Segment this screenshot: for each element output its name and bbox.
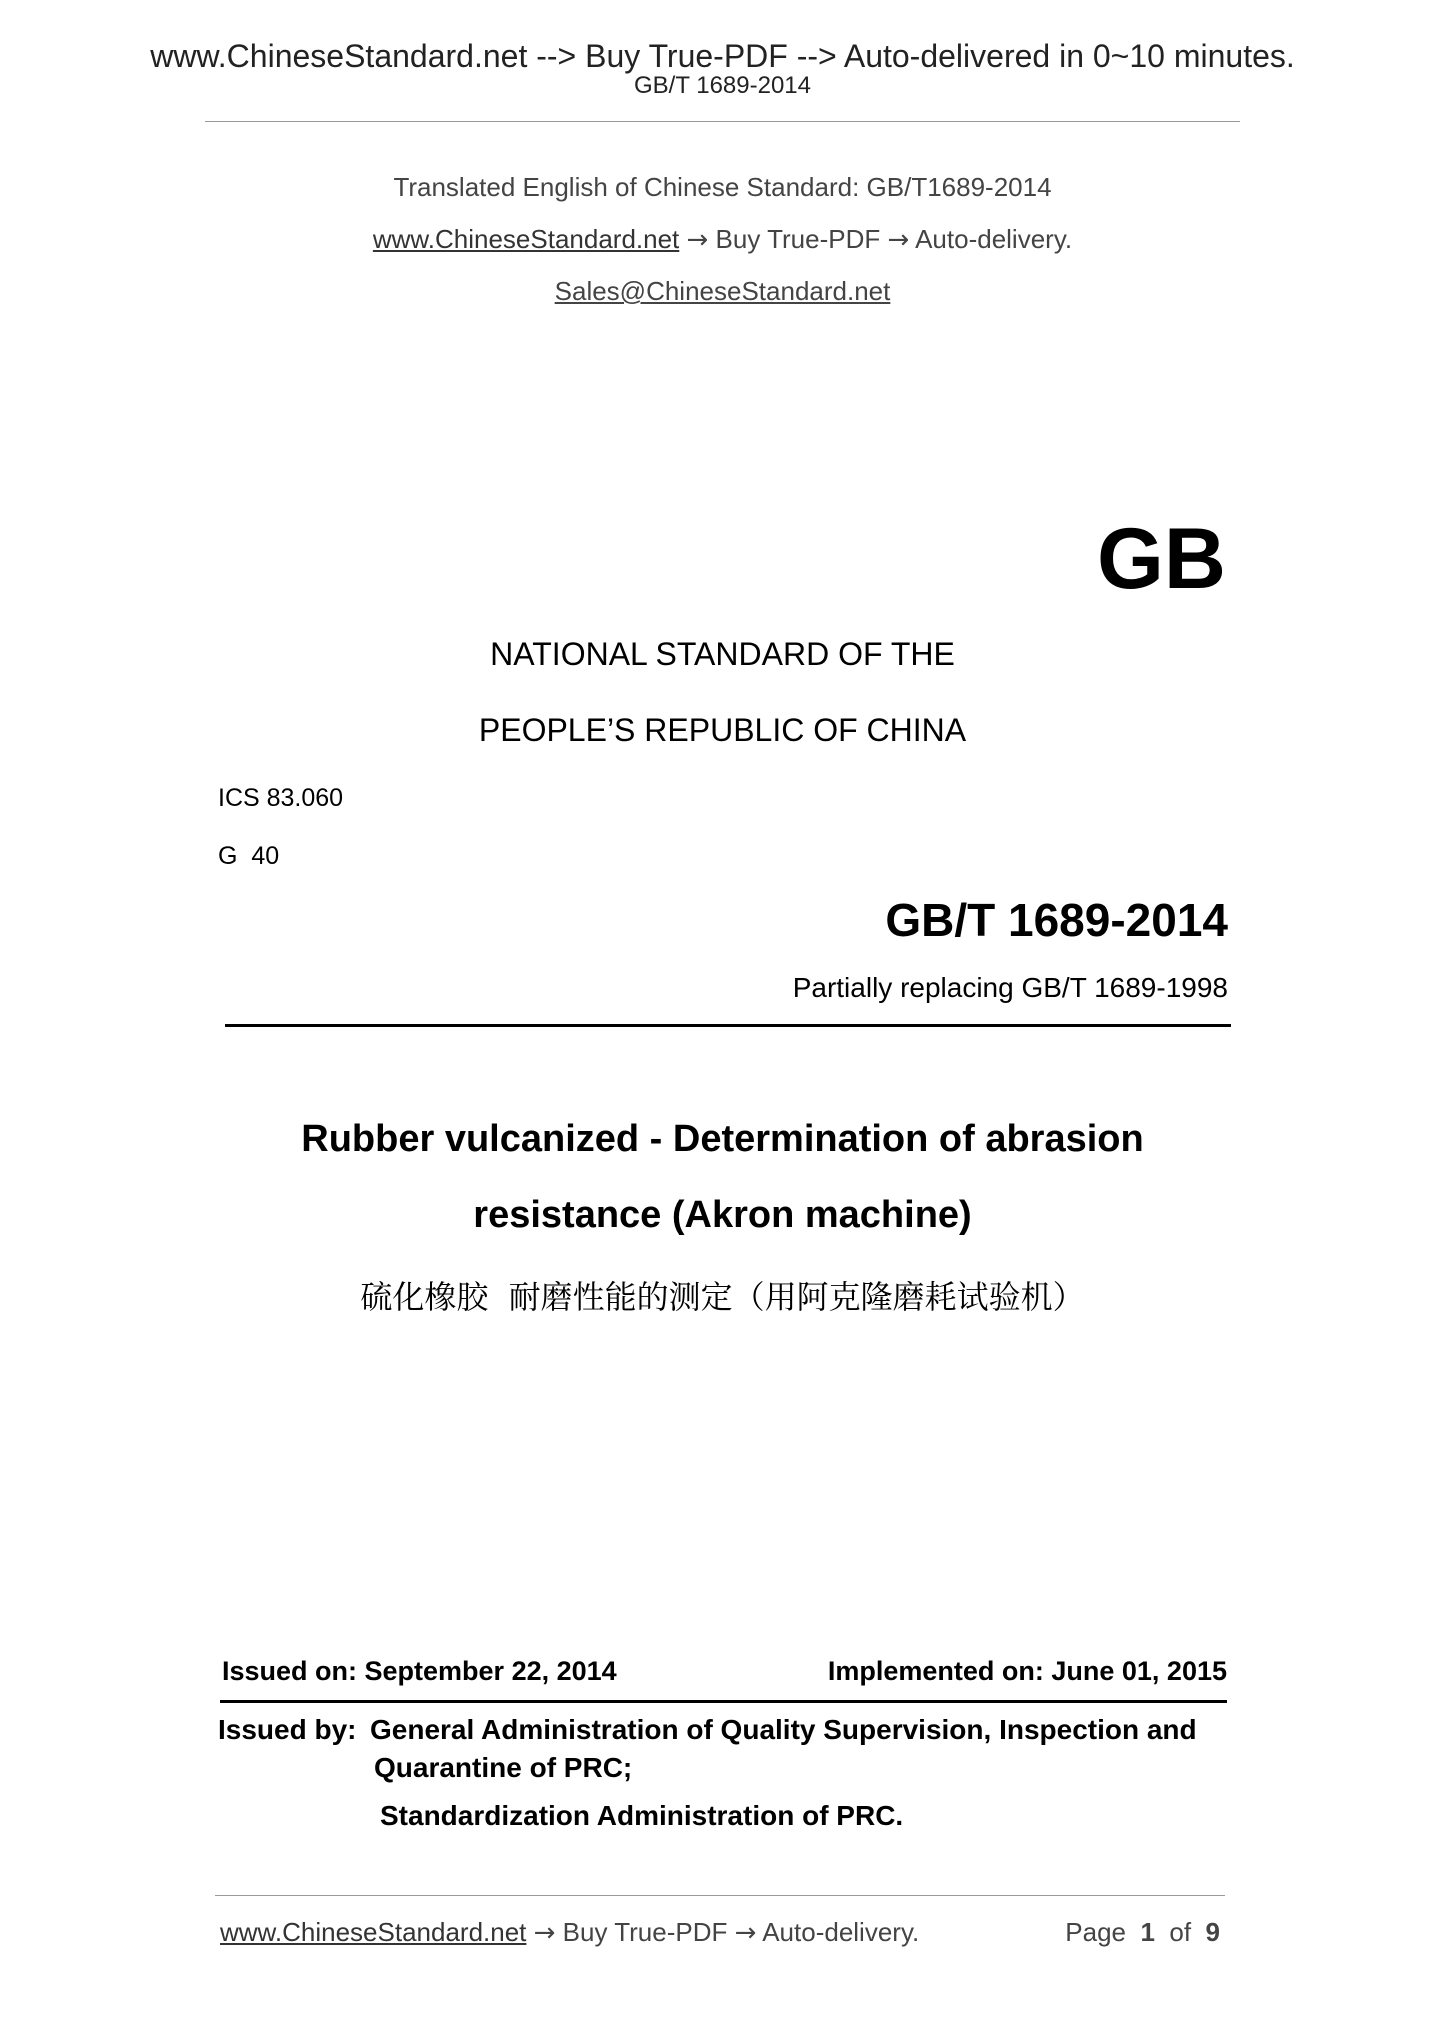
- footer-auto-text: Auto-delivery.: [762, 1917, 920, 1947]
- promo-auto-text: Auto-delivery.: [915, 224, 1073, 254]
- page-of: of: [1169, 1917, 1192, 1947]
- title-line1: Rubber vulcanized - Determination of abrasion: [301, 1118, 1144, 1160]
- page-label: Page: [1065, 1917, 1127, 1947]
- issued-on: Issued on: September 22, 2014: [222, 1656, 617, 1686]
- footer-divider: [215, 1895, 1225, 1896]
- footer-delivery-line: [220, 1917, 919, 1948]
- issuer1-line2: Quarantine of PRC;: [374, 1752, 633, 1783]
- sales-email-link[interactable]: Sales@ChineseStandard.net: [554, 276, 891, 306]
- promo-site-link[interactable]: www.ChineseStandard.net: [372, 224, 680, 254]
- promo-delivery-line: [0, 224, 1445, 255]
- arrow-right-icon: →: [734, 1918, 757, 1948]
- implemented-on: Implemented on: June 01, 2015: [827, 1656, 1227, 1686]
- arrow-right-icon: →: [533, 1918, 556, 1948]
- replacing-note: Partially replacing GB/T 1689-1998: [792, 972, 1228, 1003]
- national-standard-line2: PEOPLE’S REPUBLIC OF CHINA: [478, 712, 967, 748]
- ics-code: ICS 83.060: [218, 784, 344, 812]
- arrow-right-icon: →: [686, 225, 709, 255]
- page-total: 9: [1205, 1917, 1220, 1947]
- header-banner: www.ChineseStandard.net --> Buy True-PDF --> Auto-delivered in 0~10 minutes.: [150, 38, 1295, 74]
- national-standard-line1: NATIONAL STANDARD OF THE: [490, 636, 955, 672]
- arrow-right-icon: →: [887, 225, 910, 255]
- header-doc-code: GB/T 1689-2014: [633, 72, 811, 99]
- issue-divider: [220, 1700, 1227, 1703]
- title-divider: [225, 1024, 1231, 1027]
- header-divider: [205, 121, 1240, 122]
- footer-site-link[interactable]: www.ChineseStandard.net: [220, 1917, 527, 1947]
- translated-line: Translated English of Chinese Standard: GB/T1689-2014: [393, 172, 1052, 202]
- ccs-code: G 40: [218, 842, 280, 870]
- page-current: 1: [1140, 1917, 1155, 1947]
- footer-buy-text: Buy True-PDF: [562, 1917, 728, 1947]
- issued-by-label: Issued by:: [218, 1714, 357, 1745]
- promo-email-line: [0, 276, 1445, 307]
- issuer1-line1: General Administration of Quality Supervision, Inspection and: [370, 1714, 1197, 1745]
- promo-buy-text: Buy True-PDF: [715, 224, 881, 254]
- gb-logo: GB: [1097, 511, 1226, 607]
- title-line2: resistance (Akron machine): [473, 1194, 972, 1236]
- issuer2: Standardization Administration of PRC.: [380, 1800, 904, 1831]
- standard-number: GB/T 1689-2014: [885, 894, 1228, 946]
- title-chinese: 硫化橡胶 耐磨性能的测定（用阿克隆磨耗试验机）: [360, 1278, 1085, 1316]
- page-indicator: [1065, 1917, 1220, 1948]
